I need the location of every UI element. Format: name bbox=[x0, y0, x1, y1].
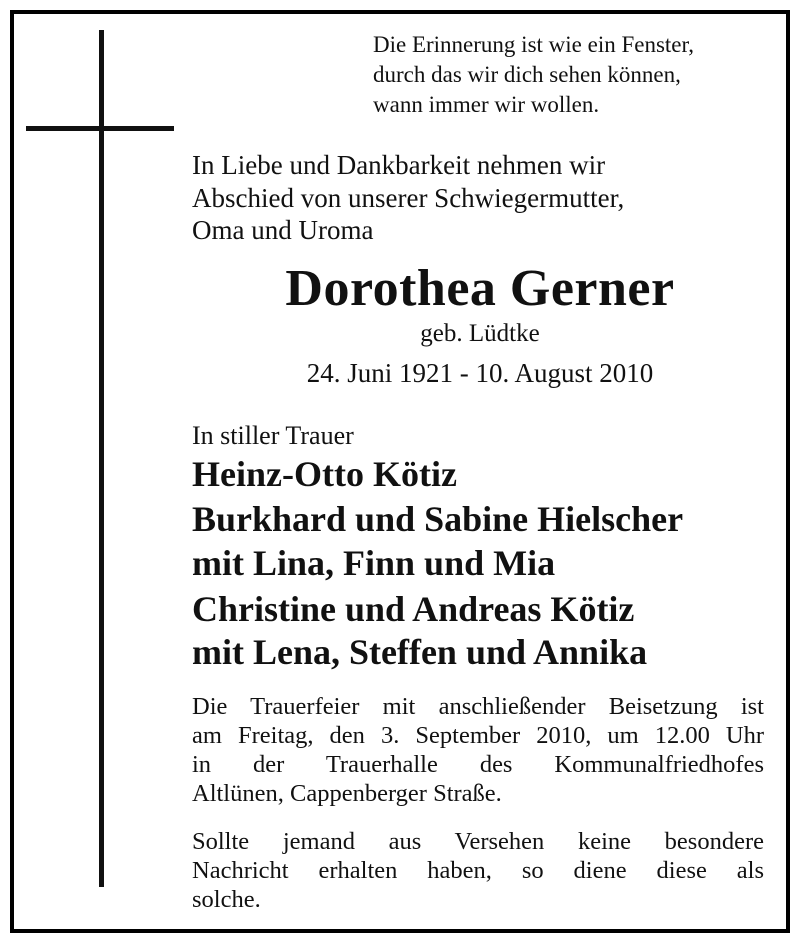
mourner-line: Christine und Andreas Kötiz bbox=[192, 589, 635, 629]
mourner-line: Heinz-Otto Kötiz bbox=[192, 454, 457, 494]
quote-line: wann immer wir wollen. bbox=[373, 92, 600, 117]
funeral-line: am Freitag, den 3. September 2010, um 12.00 Uhr bbox=[192, 722, 764, 749]
birth-name: geb. Lüdtke bbox=[420, 320, 540, 347]
closing-note bbox=[192, 827, 764, 914]
closing-line: Sollte jemand aus Versehen keine besondere bbox=[192, 828, 764, 855]
funeral-line: in der Trauerhalle des Kommunalfriedhofes bbox=[192, 751, 764, 778]
mourner-line: mit Lena, Steffen und Annika bbox=[192, 632, 648, 672]
quote-line: Die Erinnerung ist wie ein Fenster, bbox=[373, 32, 695, 57]
funeral-notice bbox=[192, 692, 764, 808]
funeral-line: Altlünen, Cappenberger Straße. bbox=[192, 780, 502, 807]
intro-line: In Liebe und Dankbarkeit nehmen wir bbox=[192, 150, 606, 180]
closing-line: Nachricht erhalten haben, so diene diese als bbox=[192, 857, 764, 884]
life-dates: 24. Juni 1921 - 10. August 2010 bbox=[306, 358, 654, 388]
closing-line: solche. bbox=[192, 886, 261, 913]
cross-horizontal-bar bbox=[26, 126, 174, 131]
mourner-line: mit Lina, Finn und Mia bbox=[192, 543, 556, 583]
mourning-intro: In stiller Trauer bbox=[192, 421, 354, 450]
intro-line: Abschied von unserer Schwiegermutter, bbox=[192, 183, 625, 213]
deceased-name: Dorothea Gerner bbox=[285, 260, 675, 317]
mourner-line: Burkhard und Sabine Hielscher bbox=[192, 499, 684, 539]
intro-line: Oma und Uroma bbox=[192, 215, 374, 245]
funeral-line: Die Trauerfeier mit anschließender Beisetzung ist bbox=[192, 693, 764, 720]
cross-vertical-bar bbox=[99, 30, 104, 887]
quote-line: durch das wir dich sehen können, bbox=[373, 62, 681, 87]
